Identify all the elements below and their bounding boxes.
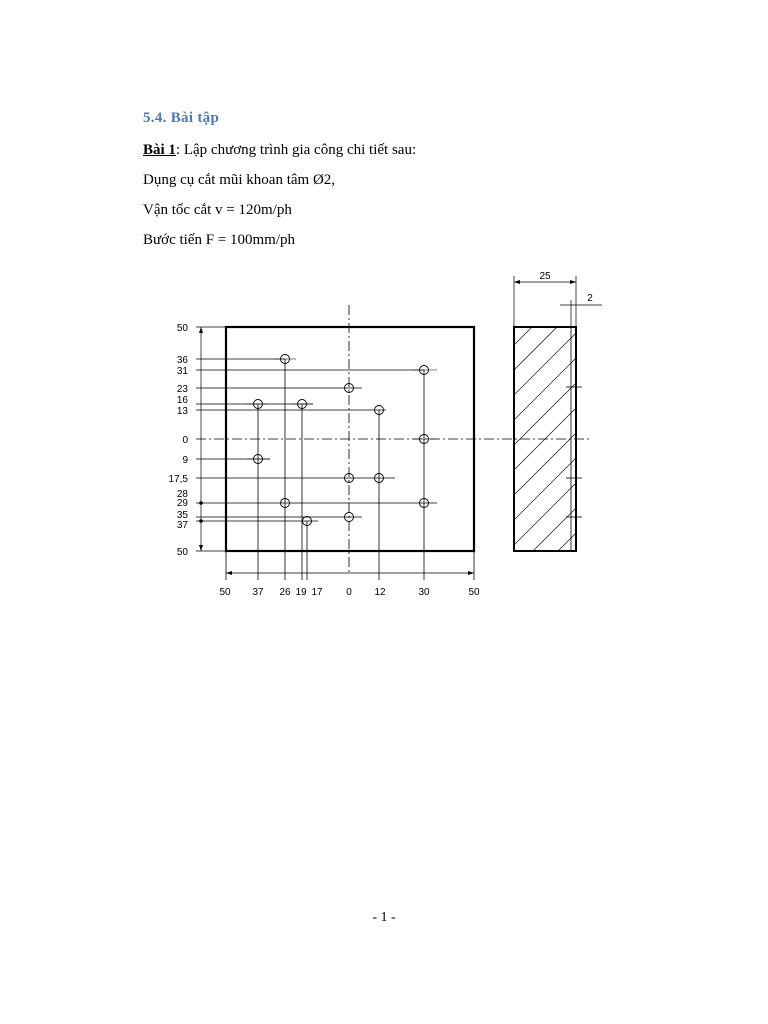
y-label: 29 bbox=[176, 498, 188, 509]
y-label: 13 bbox=[176, 406, 188, 417]
x-label: 0 bbox=[346, 587, 352, 598]
thickness-label: 25 bbox=[539, 271, 551, 282]
y-label: 50 bbox=[176, 323, 188, 334]
y-label: 16 bbox=[176, 395, 188, 406]
y-label: 28 bbox=[176, 489, 188, 500]
x-label: 37 bbox=[252, 587, 264, 598]
feed-line: Bước tiến F = 100mm/ph bbox=[143, 232, 296, 248]
x-label: 19 bbox=[295, 587, 307, 598]
drill-holes bbox=[254, 355, 429, 526]
x-labels bbox=[219, 587, 480, 598]
y-label: 37 bbox=[176, 520, 188, 531]
y-label: 9 bbox=[182, 455, 188, 466]
y-label: 0 bbox=[182, 435, 188, 446]
y-label: 36 bbox=[176, 355, 188, 366]
x-label: 12 bbox=[374, 587, 386, 598]
y-label: 31 bbox=[176, 366, 188, 377]
y-label: 17,5 bbox=[168, 474, 188, 485]
page-number: - 1 - bbox=[372, 910, 396, 925]
y-label: 23 bbox=[176, 384, 188, 395]
tool-line: Dụng cụ cắt mũi khoan tâm Ø2, bbox=[143, 172, 336, 188]
x-label: 17 bbox=[311, 587, 323, 598]
exercise-title-text: : Lập chương trình gia công chi tiết sau: bbox=[175, 142, 417, 158]
y-labels bbox=[169, 323, 189, 558]
y-label: 50 bbox=[176, 547, 188, 558]
x-label: 30 bbox=[418, 587, 430, 598]
speed-line: Vận tốc cắt v = 120m/ph bbox=[143, 202, 292, 218]
y-label: 35 bbox=[176, 510, 188, 521]
x-label: 50 bbox=[219, 587, 231, 598]
section-heading: 5.4. Bài tập bbox=[143, 110, 220, 126]
x-label: 26 bbox=[279, 587, 291, 598]
x-label: 50 bbox=[468, 587, 480, 598]
depth-label: 2 bbox=[587, 293, 593, 304]
exercise-label: Bài 1 bbox=[143, 142, 176, 158]
